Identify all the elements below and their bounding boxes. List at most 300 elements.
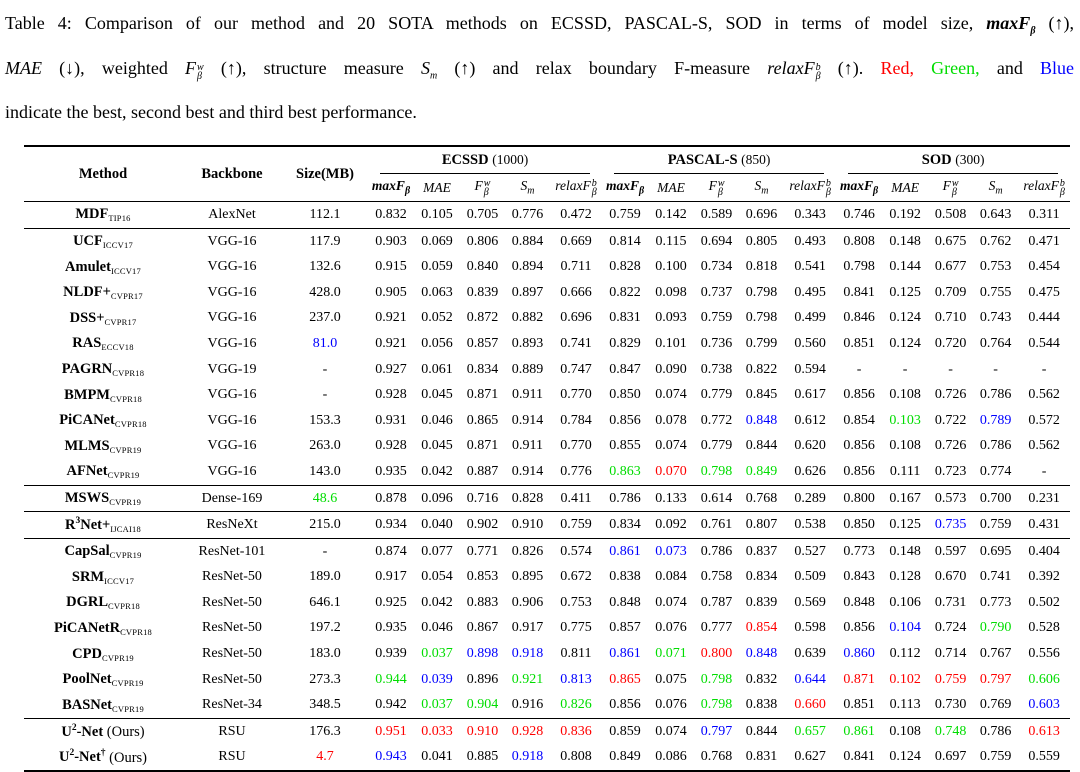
metric-label: maxF$_\beta$ [371,178,411,198]
metric-cell: 0.878 [368,485,414,512]
metric-cell: 0.431 [1018,512,1070,539]
size-cell: 81.0 [312,335,338,351]
metric-cell: 0.037 [414,692,460,718]
metric-cell: 0.911 [512,387,543,403]
backbone-cell: VGG-16 [207,284,257,300]
metric-cell: 0.077 [421,543,453,559]
metric-cell: 0.669 [560,233,592,249]
method-cell [24,565,182,591]
metric-cell: 0.597 [934,543,967,559]
method-cell [24,459,182,485]
metric-cell: 0.042 [421,594,453,610]
metric-cell: 0.805 [745,233,778,249]
metric-cell: 0.846 [843,310,875,326]
metric-cell: 0.779 [700,438,733,454]
method-name: $U^2$-Net [61,722,104,740]
backbone-cell: VGG-16 [182,459,282,485]
metric-cell: 0.759 [979,749,1012,765]
method-venue: ICCV17 [102,240,133,251]
method-cell [24,357,182,383]
metric-cell: 0.856 [609,412,641,428]
caption-text: (↑) and relax boundary F-measure [437,57,768,78]
backbone-cell: VGG-16 [207,233,257,249]
metric-cell: 0.724 [934,620,967,636]
size-cell: 428.0 [309,284,341,300]
method-venue: CVPR18 [110,393,142,404]
size-cell: 4.7 [316,749,334,765]
metric-cell: 0.841 [843,749,875,765]
method-name: PoolNet [62,671,112,688]
size-cell: 183.0 [309,646,341,662]
table-body [24,202,1070,772]
method-trailing: (Ours) [103,723,145,740]
metric-cell: 0.045 [421,387,453,403]
size-cell: 153.3 [309,412,341,428]
metric-cell: 0.774 [973,459,1018,485]
metric-cell: 0.747 [560,361,592,377]
metric-cell: 0.613 [1028,723,1060,739]
method-cell [24,408,182,434]
backbone-cell: ResNet-101 [198,543,266,559]
metric-cell: 0.861 [843,723,875,739]
metric-cell: 0.770 [560,387,592,403]
table-row [24,565,1070,591]
backbone-cell: RSU [218,723,246,739]
metric-cell: 0.113 [882,692,928,718]
metric-cell: 0.798 [843,259,875,275]
metric-cell: 0.192 [882,202,928,229]
method-venue: CVPR19 [109,550,142,561]
method-cell [24,590,182,616]
metric-cell: 0.773 [843,543,875,559]
metric-cell: 0.905 [375,284,407,300]
method-cell [24,280,182,306]
metric-cell: 0.061 [421,361,453,377]
metric-cell: 0.903 [375,233,407,249]
metric-cell: 0.730 [928,692,973,718]
dataset-name: ECSSD [441,152,489,169]
size-cell: 273.3 [309,671,341,687]
backbone-cell: VGG-16 [207,412,257,428]
metric-cell: 0.059 [421,259,453,275]
table-row [24,408,1070,434]
size-cell: 189.0 [309,569,341,585]
metric-cell: 0.934 [368,512,414,539]
metric-cell: 0.660 [784,692,836,718]
metric-cell: 0.112 [889,646,921,662]
metric-cell: 0.838 [609,569,641,585]
metric-cell: 0.761 [694,512,739,539]
method-cell [24,254,182,280]
metric-cell: 0.108 [889,438,921,454]
metric-cell: 0.603 [1018,692,1070,718]
metric-label: MAE [423,179,451,195]
table-row [24,382,1070,408]
caption-text: (↑). [820,57,881,78]
method-name: NLDF+ [63,284,111,301]
method-venue: CVPR17 [104,316,137,327]
metric-cell: 0.798 [745,284,778,300]
metric-cell: 0.814 [609,233,641,249]
metric-cell: 0.102 [889,671,921,687]
method-venue: CVPR19 [112,703,144,714]
metric-cell: 0.092 [648,512,694,539]
col-header-method: Method [24,146,182,202]
metric-cell: 0.696 [560,310,592,326]
method-name: UCF [73,233,103,250]
metric-cell: 0.831 [745,749,778,765]
metric-cell: 0.070 [648,459,694,485]
method-name: MSWS [64,490,110,507]
table-row [24,538,1070,564]
metric-cell: 0.771 [466,543,499,559]
caption-text: Table 4: Comparison of our method and 20 SOTA methods on ECSSD, PASCAL-S, SOD in terms of model size, [5,13,987,33]
metric-cell: 0.840 [466,259,499,275]
metric-cell: 0.626 [784,459,836,485]
table-row [24,228,1070,254]
size-cell: 197.2 [309,620,341,636]
metric-cell: 0.594 [794,361,826,377]
metric-cell: 0.927 [375,361,407,377]
metric-cell: 0.475 [1028,284,1060,300]
metric-cell: 0.076 [655,620,687,636]
metric-header [602,174,648,202]
metric-label: MAE [657,179,685,195]
metric-cell: 0.849 [609,749,641,765]
backbone-cell: VGG-16 [207,335,257,351]
metric-cell: 0.828 [505,485,550,512]
metric-cell: 0.741 [560,335,592,351]
metric-cell: 0.847 [609,361,641,377]
metric-cell: 0.737 [700,284,733,300]
metric-cell: 0.854 [843,412,875,428]
metric-label: F w β [942,178,959,199]
metric-header [1018,174,1070,202]
metric-cell: 0.849 [739,459,784,485]
metric-cell: 0.093 [655,310,687,326]
method-venue: CVPR18 [108,601,140,612]
method-cell [24,512,182,539]
table-row [24,667,1070,693]
table-row [24,459,1070,485]
metric-cell: 0.125 [889,284,921,300]
metric-cell: 0.822 [609,284,641,300]
caption-color-word: Blue [1040,57,1075,78]
metric-cell: 0.738 [700,361,733,377]
metric-cell: 0.716 [460,485,505,512]
metric-cell: 0.562 [1028,438,1060,454]
metric-cell: 0.096 [414,485,460,512]
metric-cell: 0.104 [889,620,921,636]
metric-cell: 0.722 [934,412,967,428]
backbone-cell: VGG-16 [207,438,257,454]
col-header-size: Size(MB) [282,146,368,202]
metric-cell: 0.720 [934,335,967,351]
metric-cell: 0.799 [745,335,778,351]
metric-cell: 0.743 [979,310,1012,326]
dataset-header-pascal-s [602,146,836,174]
metric-cell: 0.098 [655,284,687,300]
metric-cell: 0.697 [934,749,967,765]
size-cell: 117.9 [309,233,341,249]
metric-cell: 0.411 [550,485,602,512]
metric-cell: 0.895 [511,569,544,585]
metric-cell: 0.734 [700,259,733,275]
metric-cell: 0.709 [934,284,967,300]
metric-cell: 0.768 [739,485,784,512]
metric-cell: 0.598 [794,620,826,636]
metric-cell: 0.759 [973,512,1018,539]
metric-cell: 0.046 [421,620,453,636]
metric-cell: 0.502 [1028,594,1060,610]
method-name: AFNet [66,463,108,480]
metric-cell: 0.075 [655,671,687,687]
method-name: $R^3Net+$ [65,516,111,534]
metric-cell: 0.884 [511,233,544,249]
size-cell: 132.6 [309,259,341,275]
method-venue: CVPR19 [109,444,142,455]
metric-cell: 0.883 [466,594,499,610]
metric-cell: 0.105 [414,202,460,229]
metric-header [550,174,602,202]
metric-header [648,174,694,202]
metric-cell: 0.090 [655,361,687,377]
metric-label: relaxF b β [1023,178,1065,199]
metric-cell: 0.627 [794,749,826,765]
method-cell [24,745,182,772]
metric-cell: 0.834 [466,361,499,377]
metric-cell: 0.860 [843,646,875,662]
metric-cell: 0.086 [655,749,687,765]
metric-cell: 0.906 [511,594,544,610]
metric-cell: 0.861 [609,646,641,662]
method-cell [24,719,182,745]
metric-cell: - [856,361,862,377]
metric-cell: 0.843 [843,569,875,585]
backbone-cell: ResNet-50 [202,569,262,585]
method-name: MDF [75,206,109,223]
metric-cell: 0.822 [745,361,778,377]
metric-cell: 0.670 [934,569,967,585]
metric-cell: 0.775 [560,620,592,636]
metric-cell: 0.675 [934,233,967,249]
metric-cell: 0.928 [511,723,544,739]
method-trailing: (Ours) [105,749,148,766]
metric-cell: 0.914 [511,412,544,428]
metric-cell: - [993,361,998,377]
metric-cell: 0.589 [694,202,739,229]
method-venue: ICCV17 [110,265,141,276]
table-row [24,512,1070,539]
metric-cell: 0.711 [560,259,592,275]
metric-cell: 0.714 [934,646,967,662]
metric-cell: 0.311 [1018,202,1070,229]
table-caption [5,5,1074,131]
metric-cell: 0.562 [1028,387,1060,403]
dataset-name: PASCAL-S [667,152,738,169]
metric-cell: 0.726 [934,387,967,403]
caption-text: relaxF b β [767,57,821,82]
method-name: Amulet [65,258,111,275]
metric-cell: 0.052 [421,310,453,326]
metric-cell: 0.527 [794,543,826,559]
metric-cell: 0.798 [694,459,739,485]
backbone-cell: AlexNet [182,202,282,229]
table-row [24,719,1070,745]
metric-cell: 0.851 [836,692,882,718]
metric-cell: 0.918 [511,749,544,765]
method-name: SRM [71,568,105,585]
metric-cell: 0.921 [375,310,407,326]
metric-cell: 0.657 [794,723,826,739]
metric-cell: 0.042 [414,459,460,485]
metric-cell: 0.798 [745,310,778,326]
metric-cell: 0.850 [836,512,882,539]
metric-header [973,174,1018,202]
metric-cell: 0.509 [794,569,826,585]
metric-cell: 0.753 [560,594,592,610]
paper-page [0,5,1080,772]
size-cell: - [322,387,328,403]
metric-cell: 0.677 [934,259,967,275]
metric-label: maxF$_\beta$ [840,178,879,198]
metric-cell: 0.617 [794,387,826,403]
metric-cell: 0.759 [934,671,967,687]
metric-cell: 0.528 [1028,620,1060,636]
metric-cell: 0.841 [843,284,875,300]
metric-cell: 0.108 [889,723,921,739]
size-cell: 143.0 [282,459,368,485]
metric-cell: 0.856 [836,459,882,485]
metric-cell: 0.942 [368,692,414,718]
metric-cell: 0.784 [560,412,592,428]
metric-cell: 0.808 [560,749,592,765]
metric-cell: 0.643 [973,202,1018,229]
metric-cell: 0.828 [609,259,641,275]
metric-cell: 0.857 [609,620,641,636]
metric-cell: 0.106 [889,594,921,610]
table-row [24,641,1070,667]
size-cell: 176.3 [309,723,341,739]
metric-cell: 0.836 [560,723,592,739]
metric-cell: 0.620 [794,438,826,454]
metric-cell: 0.115 [655,233,687,249]
metric-cell: 0.813 [560,671,592,687]
metric-cell: 0.039 [421,671,453,687]
metric-cell: 0.798 [700,671,733,687]
metric-cell: 0.850 [609,387,641,403]
metric-cell: 0.726 [934,438,967,454]
metric-cell: 0.861 [609,543,641,559]
metric-cell: 0.084 [655,569,687,585]
metric-cell: 0.831 [609,310,641,326]
metric-cell: 0.759 [700,310,733,326]
metric-cell: 0.614 [694,485,739,512]
metric-cell: 0.231 [1018,485,1070,512]
caption-text: $S_m$ [420,57,438,82]
method-name: PAGRN [61,361,113,378]
metric-cell: 0.538 [784,512,836,539]
metric-cell: 0.931 [375,412,407,428]
metric-cell: 0.037 [421,646,453,662]
metric-header [505,174,550,202]
method-cell [24,616,182,642]
metric-cell: 0.857 [466,335,499,351]
metric-cell: 0.074 [655,723,687,739]
caption-color-word: Red, [880,57,914,78]
metric-cell: 0.142 [648,202,694,229]
header-row-datasets [24,146,1070,174]
metric-cell: 0.748 [934,723,967,739]
metric-cell: 0.056 [421,335,453,351]
metric-cell: 0.818 [745,259,778,275]
method-venue: CVPR19 [101,652,134,663]
metric-cell: 0.769 [973,692,1018,718]
method-cell [24,667,182,693]
size-cell: 215.0 [282,512,368,539]
metric-cell: 0.776 [505,202,550,229]
table-row [24,331,1070,357]
caption-line [5,94,1074,131]
table-row [24,202,1070,229]
metric-cell: 0.902 [460,512,505,539]
metric-cell: - [902,361,908,377]
metric-cell: 0.444 [1028,310,1060,326]
metric-cell: 0.573 [928,485,973,512]
size-cell: 646.1 [309,594,341,610]
metric-cell: 0.844 [745,438,778,454]
metric-cell: 0.944 [375,671,407,687]
backbone-cell: ResNet-50 [202,646,262,662]
metric-cell: 0.871 [466,387,499,403]
size-cell: 237.0 [309,310,341,326]
metric-cell: 0.786 [979,723,1012,739]
metric-cell: 0.103 [889,412,921,428]
metric-cell: 0.806 [466,233,499,249]
metric-cell: 0.045 [421,438,453,454]
method-venue: ICCV17 [104,575,135,586]
metric-cell: 0.848 [843,594,875,610]
dataset-header-ecssd [368,146,602,174]
metric-cell: 0.569 [794,594,826,610]
metric-cell: 0.499 [794,310,826,326]
metric-cell: 0.797 [700,723,733,739]
metric-cell: 0.885 [466,749,499,765]
metric-cell: 0.839 [745,594,778,610]
size-cell: 48.6 [282,485,368,512]
dataset-name: SOD [921,152,952,169]
method-name: PiCANetR [54,619,121,636]
metric-cell: 0.894 [511,259,544,275]
metric-cell: 0.124 [889,310,921,326]
metric-cell: 0.848 [745,646,778,662]
metric-cell: 0.404 [1028,543,1060,559]
metric-cell: 0.826 [550,692,602,718]
metric-cell: 0.758 [700,569,733,585]
metric-cell: 0.871 [466,438,499,454]
dataset-count: (1000) [492,152,529,168]
method-cell [24,331,182,357]
metric-cell: 0.867 [466,620,499,636]
metric-cell: 0.808 [843,233,875,249]
table-header [24,146,1070,202]
table-row [24,357,1070,383]
backbone-cell: RSU [218,749,246,765]
metric-cell: 0.735 [928,512,973,539]
metric-cell: 0.935 [368,459,414,485]
metric-cell: 0.672 [560,569,592,585]
metric-cell: 0.851 [843,335,875,351]
